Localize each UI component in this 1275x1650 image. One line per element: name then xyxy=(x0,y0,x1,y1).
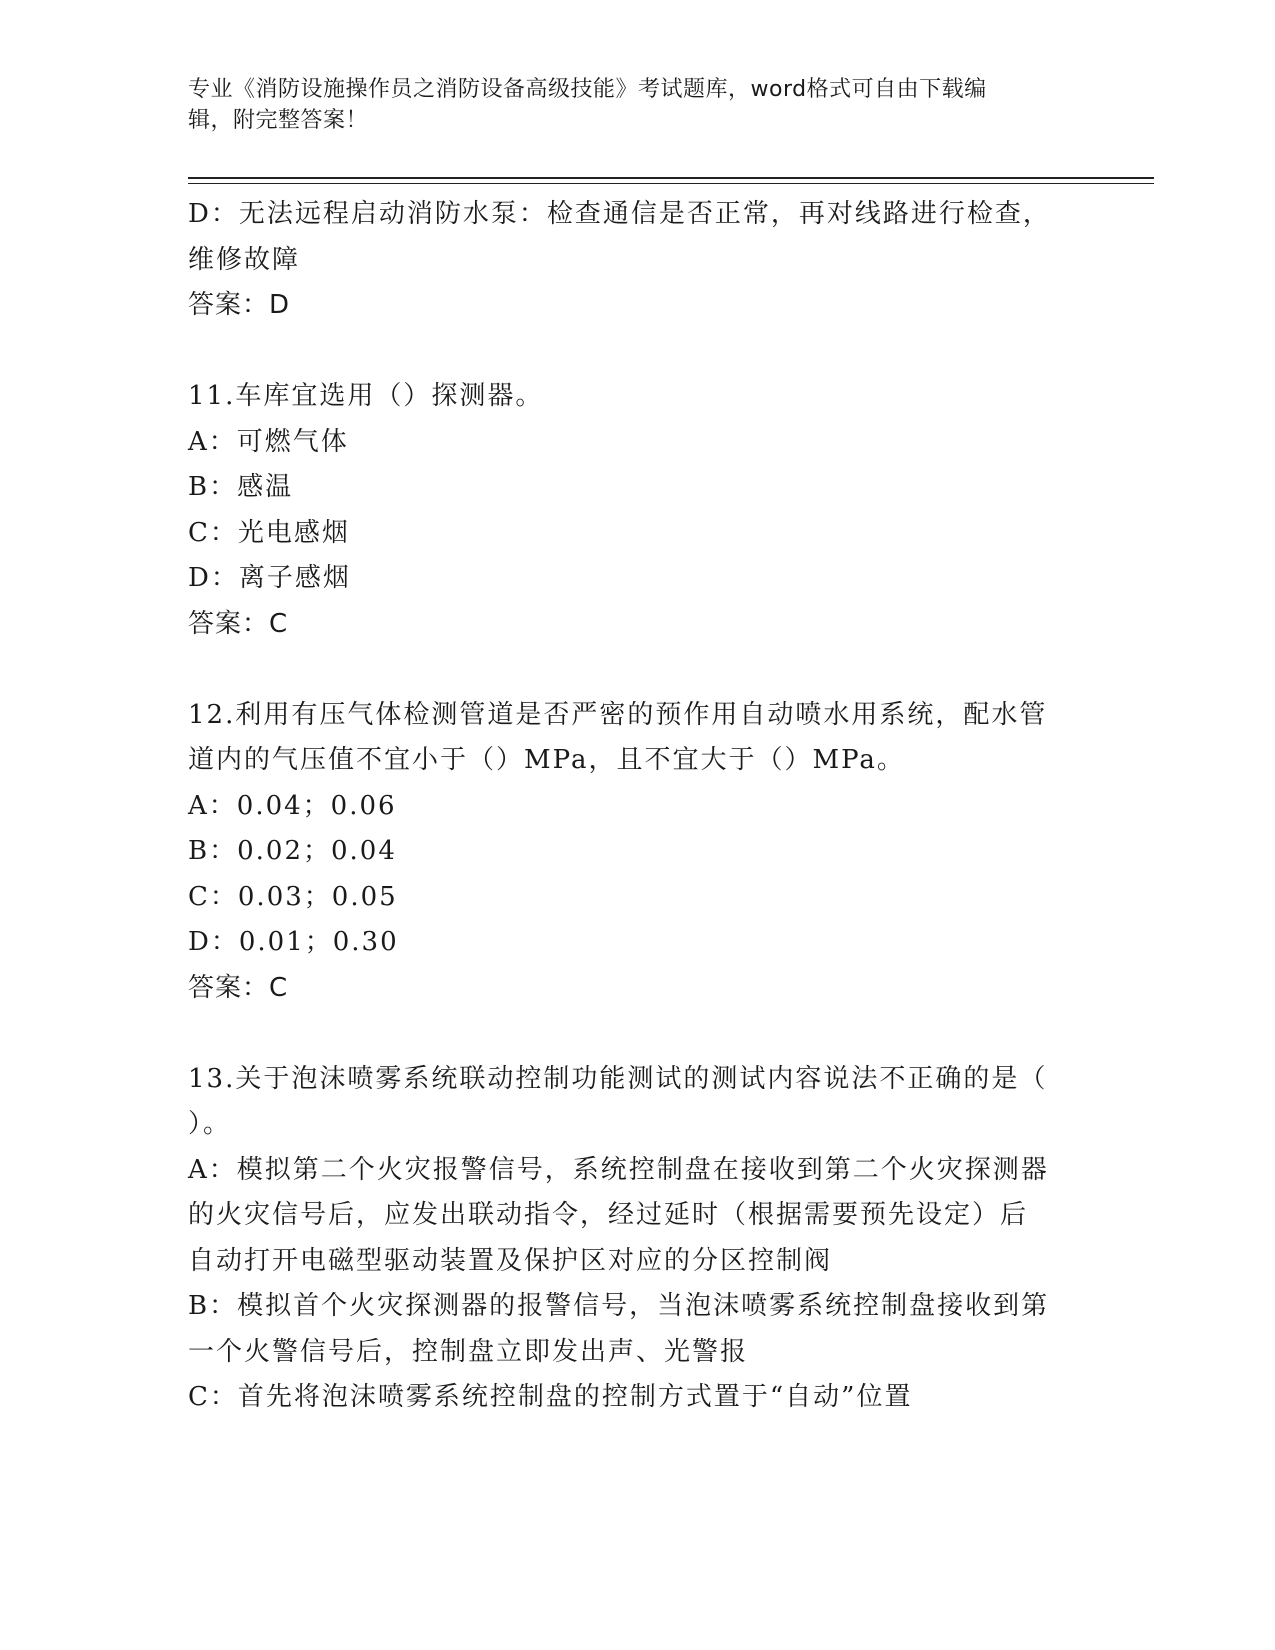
spacer xyxy=(188,1011,1088,1057)
option-a-line-2: 的火灾信号后，应发出联动指令，经过延时（根据需要预先设定）后 xyxy=(188,1200,1029,1230)
option-b: B：0.02；0.04 xyxy=(188,836,397,866)
option-b-line-1: B：模拟首个火灾探测器的报警信号，当泡沫喷雾系统控制盘接收到第 xyxy=(188,1291,1050,1321)
option-c: C：光电感烟 xyxy=(188,517,350,548)
header-line-1: 专业《消防设施操作员之消防设备高级技能》考试题库，word格式可自由下载编 xyxy=(188,77,987,102)
spacer xyxy=(188,647,1088,693)
option-b-line-2: 一个火警信号后，控制盘立即发出声、光警报 xyxy=(188,1336,749,1367)
option-d: D：0.01；0.30 xyxy=(188,927,399,957)
option-a: A：可燃气体 xyxy=(188,426,349,457)
question-stem-line-2: 道内的气压值不宜小于（）MPa，且不宜大于（）MPa。 xyxy=(188,745,905,775)
option-a-line-1: A：模拟第二个火灾报警信号，系统控制盘在接收到第二个火灾探测器 xyxy=(188,1154,1049,1185)
question-stem-line-1: 13.关于泡沫喷雾系统联动控制功能测试的测试内容说法不正确的是（ xyxy=(188,1063,1048,1094)
option-d: D：离子感烟 xyxy=(188,563,351,593)
question-content xyxy=(188,192,1088,1421)
previous-question-tail xyxy=(188,192,1088,329)
option-c: C：0.03；0.05 xyxy=(188,881,398,912)
question-stem-line-2: ）。 xyxy=(188,1109,232,1139)
option-d-line-2: 维修故障 xyxy=(188,244,301,275)
option-b: B：感温 xyxy=(188,472,294,502)
spacer xyxy=(188,329,1088,375)
question-stem-line-1: 12.利用有压气体检测管道是否严密的预作用自动喷水用系统，配水管 xyxy=(188,699,1048,730)
option-c: C：首先将泡沫喷雾系统控制盘的控制方式置于“自动”位置 xyxy=(188,1382,913,1412)
answer-line: 答案：C xyxy=(188,972,289,1003)
header-line-2: 辑，附完整答案！ xyxy=(188,108,369,133)
option-a: A：0.04；0.06 xyxy=(188,790,397,821)
header-divider-thin xyxy=(188,183,1154,184)
option-a-line-3: 自动打开电磁型驱动装置及保护区对应的分区控制阀 xyxy=(188,1245,833,1276)
header-divider-thick xyxy=(188,177,1154,179)
answer-line: 答案：D xyxy=(188,290,291,320)
question-11 xyxy=(188,374,1088,647)
question-13 xyxy=(188,1057,1088,1421)
question-12 xyxy=(188,693,1088,1012)
page-header xyxy=(188,74,1068,136)
option-d-line-1: D：无法远程启动消防水泵：检查通信是否正常，再对线路进行检查， xyxy=(188,199,1051,229)
question-stem: 11.车库宜选用（）探测器。 xyxy=(188,381,544,411)
answer-line: 答案：C xyxy=(188,608,289,639)
